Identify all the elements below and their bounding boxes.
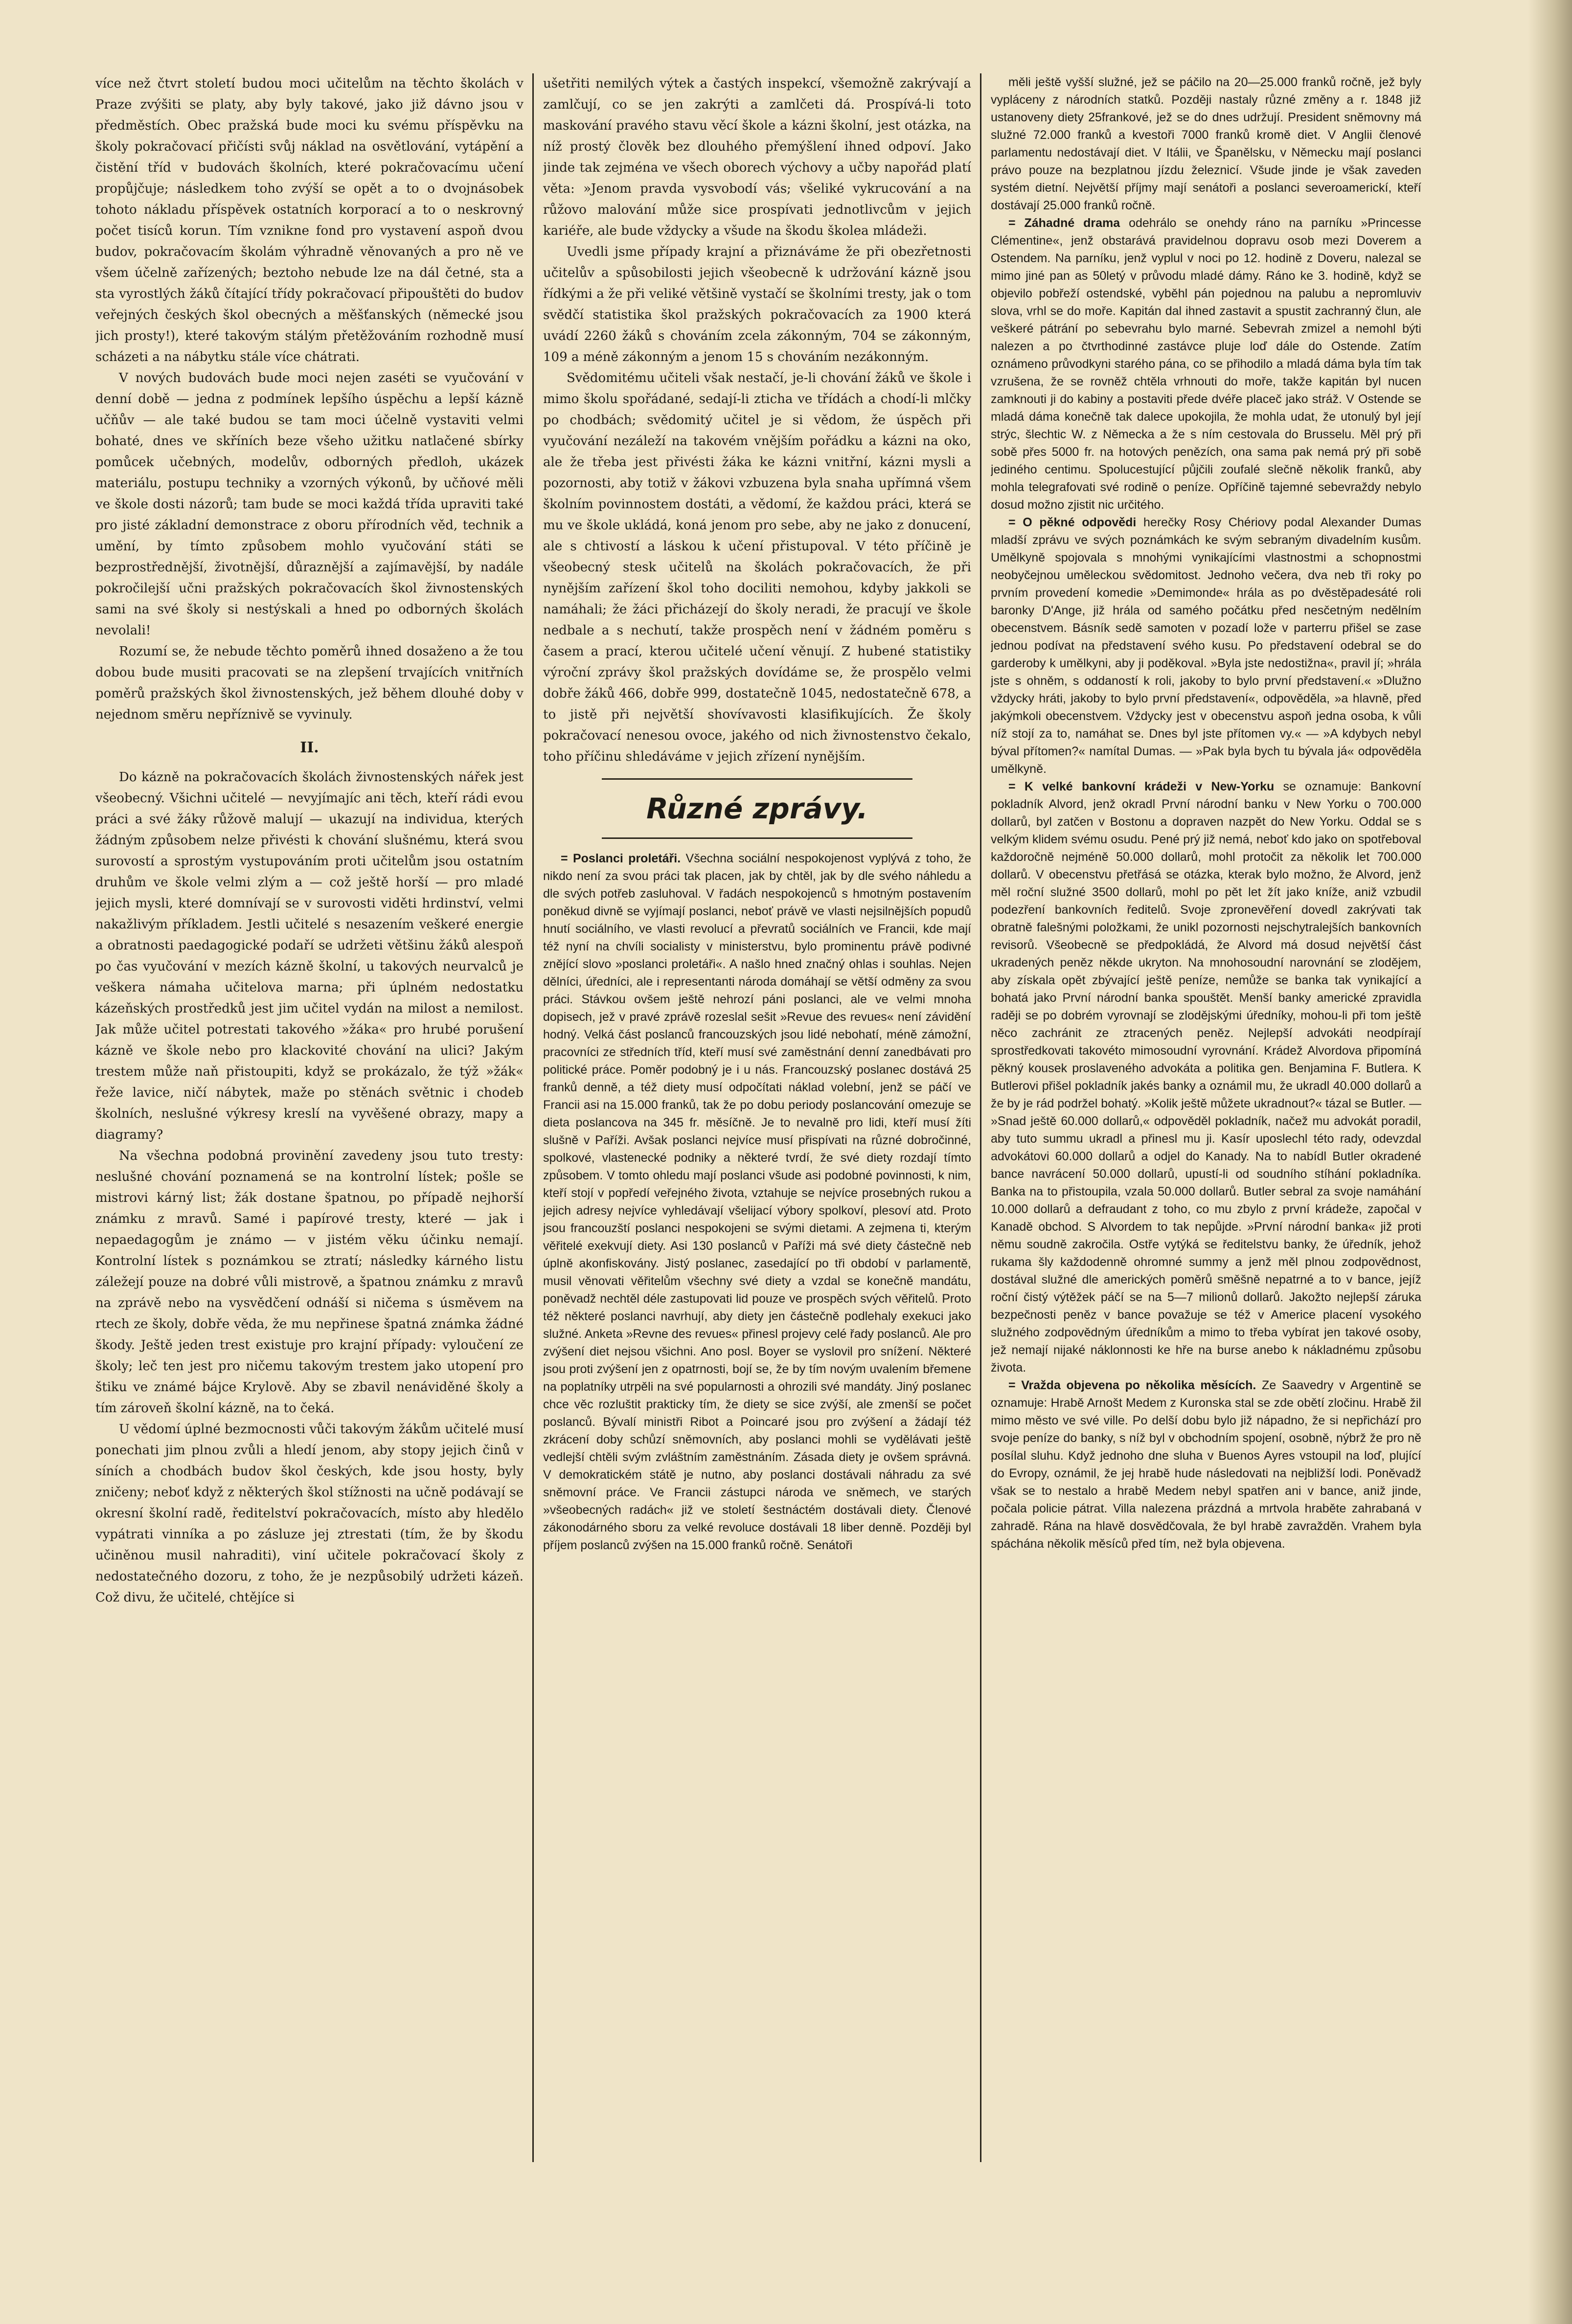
paragraph: více než čtvrt století budou moci učitelům na těchto školách v Praze zvýšiti se platy, aby byly takové, jako již dávno jsou v předměstích. Obec pražská bude moci ku svému příspěvku na školy pokračovací přičísti svůj náklad na osvětlování, vytápění a čistění tříd v budovách školních, které pokračovacímu učení propůjčuje; následkem toho zvýší se opět a to o dvojnásobek tohoto nákladu příspěvek ostatních korporací a to o neskrovný počet tisíců korun. Tím vznikne fond pro vystavení aspoň dvou budov, pokračovacím školám výhradně věnovaných a pro ně ve všem účelně zařízených; beztoho nebude lze na dál četné, sta a sta vyrostlých žáků čítající třídy pokračovací připouštěti do budov veřejných českých škol obecných a měšťanských (německé jsou jich prosty!), které takovým stálým přetěžováním rozhodně musí scházeti a na nábytku stále více chátrati. bbox=[95, 76, 524, 364]
news-item bbox=[991, 73, 1421, 214]
column-1 bbox=[95, 73, 524, 2177]
news-item bbox=[991, 514, 1421, 778]
news-text: odehrálo se onehdy ráno na parníku »Princesse Clémentine«, jenž obstarává pravidelnou dopravu osob mezi Doverem a Ostendem. Na parníku, jenž vyplul v noci po 12. hodině z Doveru, nalezal se mimo jiné pan as 50letý v průvodu mladé dámy. Ráno ke 3. hodině, když se objevilo pobřeží ostendské, vyběhl pán pojednou na palubu a nepromluviv slova, vrhl se do moře. Kapitán dal ihned zastavit a spustit zachranný člun, ale veškeré pátrání po sebevrahu bylo marné. Sebevrah zmizel a nemohl býti nalezen a po čtvrthodinné zastávce pluje loď dále do Ostende. Zatím oznámeno průvodkyni starého pána, co se přihodilo a mladá dáma byla tím tak vzrušena, že se rovněž chtěla vrhnouti do moře, takže kapitán byl nucen zamknouti ji do kabiny a postaviti přede dvéře placeč jako stráž. V Ostende se mladá dáma konečně tak dalece upokojila, že mohla udat, že utonulý byl její strýc, šlechtic W. z Německa a že s ním cestovala do Brusselu. Měl prý při sobě přes 5000 fr. na hotových penězích, ona sama pak nemá prý při sobě jediného centimu. Spolucestující půjčili zoufalé slečně několik franků, aby mohla telegrafovati své rodině o peníze. Opříčině tajemné sebevraždy nebylo dosud možno zjistit nic určitého. bbox=[991, 216, 1421, 512]
news-item bbox=[991, 1376, 1421, 1553]
column-2 bbox=[543, 73, 971, 2177]
paragraph: Rozumí se, že nebude těchto poměrů ihned dosaženo a že tou dobou bude musiti pracovati se na zlepšení trvajících vnitřních poměrů pražských škol živnostenských, jež během dlouhé doby v nejednom směru nepříznivě se vyvinuly. bbox=[95, 644, 524, 722]
column-3 bbox=[991, 73, 1421, 2177]
paragraph: Uvedli jsme případy krajní a přiznáváme že při obezřetnosti učitelův a spůsobilosti jejich všeobecně k udržování kázně jsou řídkými a že při veliké většině vystačí se školními tresty, jak o tom svědčí statistika škol pražských pokračovacích za 1900 která uvádí 2260 žáků s chováním zcela zákonným, 704 se zákonným, 109 a méně zákonným a jenom 15 s chováním nezákonným. bbox=[543, 245, 971, 364]
news-heading: Různé zprávy. bbox=[646, 792, 868, 825]
paragraph: U vědomí úplné bezmocnosti vůči takovým žákům učitelé musí ponechati jim plnou zvůli a hledí jenom, aby stopy jejich činů v síních a chodbách budov škol českých, kde jsou hosty, byly zničeny; neboť když z některých škol stížnosti na učně podávají se okresní školní radě, ředitelství pokračovacích, místo aby hledělo vypátrati vinníka a po zásluze jej ztrestati (tím, že by škodu učiněnou musil nahraditi), viní učitele pokračovací školy z nedostatečného dozoru, z toho, že je nezpůsobilý udržeti kázeň. Což divu, že učitelé, chtějíce si bbox=[95, 1422, 524, 1605]
column-rule bbox=[532, 73, 534, 2162]
paragraph: ušetřiti nemilých výtek a častých inspekcí, všemožně zakrývají a zamlčují, co se jen zakrýti a zamlčeti dá. Prospívá-li toto maskování pravého stavu věcí škole a kázni školní, jest otázka, na níž prostý člověk bez dlouhého přemýšlení ihned odpoví. Jako jinde tak zejména ve všech oborech výchovy a učby napořád platí věta: »Jenom pravda vysvobodí vás; všeliké vykrucování a na růžovo malování může sice prospívati jednotlivcům v jejich kariéře, ale bude vždycky a všude na škodu školea mládeži. bbox=[543, 76, 971, 238]
news-item bbox=[543, 850, 971, 1554]
section-divider bbox=[602, 778, 912, 780]
section-divider bbox=[602, 837, 912, 839]
news-text: herečky Rosy Chériovy podal Alexander Dumas mladší zprávu ve svých poznámkách ke svým sebraným divadelním kusům. Umělkyně spojovala s mnohými vynikajícími vlastnostmi a schopnostmi neobyčejnou uměleckou svědomitost. Jednoho večera, dva neb tři roky po prvním provedení komedie »Demimonde« hrála as po dvěstěpadesáté roli baronky D'Ange, již hrála od samého počátku před nesčetným nedělním obecenstvem. Básník sedě samoten v pozadí lože v parterru přišel se zase jednou podívat na představení svého kusu. Po představení odebral se do garderoby k umělkyni, aby ji poděkoval. »Byla jste nedostižna«, pravil jí; »hrála jste s ohněm, s oddaností k roli, jakoby to bylo první představení.« »Dlužno vždycky hráti, jakoby to bylo první představení«, odpověděla, »a hlavně, před jakýmkoli obecenstvem. Vždycky jest v obecenstvu aspoň jedna osoba, k vůli níž stojí za to, namáhat se. Dnes byl jste přítomen vy.« — »A kdybych nebyl býval přítomen?« namítal Dumas. — »Pak byla bych tu bývala já« odpověděla umělkyně. bbox=[991, 516, 1421, 776]
news-text: Všechna sociální nespokojenost vyplývá z toho, že nikdo není za svou práci tak placen, jak by chtěl, jak by dle svého náhledu a dle svých potřeb zasluhoval. V řadách nespokojenců s hmotným postavením poněkud divně se vyjímají poslanci, neboť právě ve vlasti nejsilnějších popudů hnutí sociálního, ve vlasti revolucí a převratů sociálních ve Francii, kde mají též nyní na chvíli socialisty v ministerstvu, bylo prominentu právě podivné znějící slovo »poslanci proletáři«. A našlo hned značný ohlas i souhlas. Nejen dělníci, úředníci, ale i representanti národa domáhají se větší odměny za svou práci. Stávkou ovšem ještě nehrozí páni poslanci, ale ve velmi mnoha dopisech, jež v pravé zprávě rozeslal sešit »Revue des revues« není závidění hodný. Velká část poslanců francouzských jsou lidé nebohatí, méně zámožní, pracovníci ze středních tříd, kteří musí své zaměstnání denní zanedbávati pro politické práce. Poměr podobný je i u nás. Francouzský poslanec dostává 25 franků denně, a též diety musí odpočítati náklad volební, jenž se páčí ve Francii asi na 15.000 franků, tak že po dobu periody poslancování omezuje se dieta poslancova na 345 fr. měsíčně. Je to nevalně pro lidi, kteří musí žíti slušně v Paříži. Avšak poslanci nejvíce musí přispívati na různé dobročinné, spolkové, vlastenecké podniky a některé tvrdí, že své diety rozdají tímto způsobem. V tomto ohledu mají poslanci všude asi podobné povinnosti, k nim, kteří stojí v popředí veřejného života, vztahuje se nejvíce prosebných rukou a jejich adresy nejvíce vyhledávají všelijací výbory spolkoví, plesoví atd. Proto jsou francouzští poslanci nespokojeni se svými dietami. A zejmena ti, kterým věřitelé exekvují diety. Asi 130 poslanců v Paříži má své diety částečně neb úplně akonfiskovány. Jistý poslanec, zasedající po tři období v parlamentě, musil věnovati věřitelům všechny své diety a vzdal se konečně mandátu, poněvadž nechtěl déle zastupovati lid pouze ve prospěch svých věřitelů. Proto též některé poslanci navrhují, aby diety jen částečně podlehaly exekuci jako služné. Anketa »Revne des revues« přinesl projevy celé řady poslanců. Ale pro zvýšení diet nejsou všichni. Ano posl. Boyer se vyslovil pro snížení. Některé jsou proti zvýšení jen z opatrnosti, bojí se, že by tím novým uvalením břemene na poplatníky utrpěli na své popularnosti a ohrozili své mandáty. Jiný poslanec chce věc rozluštit prakticky tím, že diety se sice zvýší, ale zmenší se počet poslanců. Bývalí ministři Ribot a Poincaré jsou pro zvýšení a žádají též zkrácení doby schůzí sněmovních, aby poslanci mohli se vydělávati ještě vedlejší chtěli svým zvláštním zaměstnáním. Zásada diety je ovšem správná. V demokratickém státě je nutno, aby poslanci dostávali náhradu za své sněmovní práce. Ve Francii zástupci národa ve sněmech, ve starých »všeobecných radách« již ve století šestnáctém dostávali diety. Členové zákonodárného sboru za velké revoluce dostávali 18 liber denně. Později byl příjem poslanců zvýšen na 15.000 franků ročně. Senátoři bbox=[543, 852, 971, 1552]
news-title: = Vražda objevena po několika měsících. bbox=[1008, 1378, 1256, 1392]
news-title: = Záhadné drama bbox=[1008, 216, 1120, 230]
paragraph: Na všechna podobná provinění zavedeny jsou tuto tresty: neslušné chování poznamená se na kontrolní lístek; pošle se mistrovi kárný list; žák dostane špatnou, po případě nejhorší známku z mravů. Samé i papírové tresty, které — jak i nepaedagogům je známo — v jistém věku účinku nemají. Kontrolní lístek s poznámkou se ztratí; následky kárného listu záležejí pouze na dobré vůli mistrově, a špatnou známku z mravů na zprávě nebo na vysvědčení odnáší si ničema s úsměvem na rtech ze školy, dobře věda, že mu nepřinese špatná známka žádné škody. Ještě jeden trest existuje pro krajní případy: vyloučení ze školy; leč ten jest pro ničemu takovým trestem jako utopení pro štiku ve známé bájce Krylově. Aby se zbavil nenáviděné školy a tím zároveň školní kázně, na to čeká. bbox=[95, 1149, 524, 1416]
paragraph: Svědomitému učiteli však nestačí, je-li chování žáků ve škole i mimo školu spořádané, sedají-li zticha ve třídách a chodí-li mlčky po chodbách; svědomitý učitel je si vědom, že úspěch při vyučování nezáleží na takovém vnějším pořádku a kázni na oko, ale že třeba jest přivésti žáka ke kázni vnitřní, kázni mysli a pozornosti, aby totiž v žákovi vzbuzena byla snaha upřímná všem školním povinnostem dostáti, a vědomí, že každou práci, která se mu ve škole ukládá, koná jenom pro sebe, aby ne jako z donucení, ale s chtivostí a láskou k učení přistupoval. V této příčině je všeobecný stesk učitelů na školách pokračovacích, že při nynějším zařízení škol toho dociliti nemohou, kdyby jakkoli se namáhali; že žáci přicházejí do školy neradi, že pracují ve škole nedbale a s nechutí, takže prospěch není v žádném poměru s časem a prací, kterou učitelé učení věnují. Z hubené statistiky výroční zprávy škol pražských dovídáme se, že prospělo velmi dobře žáků 466, dobře 999, dostatečně 1045, nedostatečně 678, a to jistě při největší shovívavosti klasifikujících. Že školy pokračovací nenesou ovoce, jakého od nich živnostenstvo čekalo, toho příčinu shledáváme v jejich zřízení nynějším. bbox=[543, 371, 971, 764]
news-title: = Poslanci proletáři. bbox=[561, 852, 681, 865]
news-title: = O pěkné odpovědi bbox=[1008, 516, 1137, 529]
news-text: Ze Saavedry v Argentině se oznamuje: Hrabě Arnošt Medem z Kuronska stal se zde obětí zločinu. Hrabě žil mimo město ve své ville. Po delší dobu bylo již nápadno, že si nepřichází pro svoje peníze do banky, s níž byl v obchodním spojení, osobně, nýbrž že pro ně posílal sluhu. Když jednoho dne sluha v Buenos Ayres vstoupil na loď, plující do Evropy, oznámil, že jej hrabě hude následovati na nejbližší lodi. Poněvadž však se to nestalo a hrabě Medem nebyl spatřen ani v bance, aniž jinde, počala policie pátrat. Villa nalezena prázdná a mrtvola hraběte zahrabaná v zahradě. Rána na hlavě dosvědčovala, že byl hrabě zavražděn. Vrahem byla spáchána několik měsíců před tím, než byla objevena. bbox=[991, 1378, 1421, 1551]
section-mark: II. bbox=[300, 739, 319, 756]
news-title: = K velké bankovní krádeži v New-Yorku bbox=[1008, 780, 1275, 793]
paragraph: V nových budovách bude moci nejen zaséti se vyučování v denní době — jedna z podmínek lepšího úspěchu a lepší kázně učňův — ale také budou se tam moci účelně vystaviti velmi bohaté, dnes ve skříních beze všeho užitku natlačené sbírky pomůcek učebných, modelův, odborných předloh, ukázek materiálu, postupu techniky a vzorných výkonů, by učňové měli ve škole dosti názorů; tam bude se moci každá třída upraviti také pro jisté základní demonstrace z oboru přírodních věd, technik a umění, by tímto způsobem mohlo vyučování státi se bezprostřednější, životnější, důraznější a zajímavější, by nadále pokročilejší učni pražských pokračovacích škol živnostenských sami na své školy si nestýskali a hned po odborných školách nevolali! bbox=[95, 371, 524, 638]
news-text: se oznamuje: Bankovní pokladník Alvord, jenž okradl První národní banku v New Yorku o 700.000 dollarů, byl zatčen v Bostonu a dopraven nazpět do New Yorku. Oddal se s velkým klidem svému osudu. Pené prý již nemá, neboť kdo jako on spotřeboval každoročně nejméně 50.000 dollarů, mohl protočit za několik let 700.000 dollarů. V obecenstvu přetřásá se otázka, kterak bylo možno, že Alvord, jenž měl roční služné 3500 dollarů, mohl po pět let žít jako kníže, aniž vzbudil podezření bankovních ředitelů. Svoje zpronevěření dovedl zakrývati tak obratně falešnými položkami, že unikl pozornosti nejschytralejších bankovních revisorů. Všeobecně se předpokládá, že Alvord má dosud největší část ukradených peněz někde ukryton. Na mnohosoudní narovnání se zlodějem, aby získala opět zbývající ještě peníze, nemůže se banka tak vynikající a bohatá jako První národní banka spouštět. Menší banky americké zpravidla raději se po dobrém vyrovnají se zlodějskými úředníky, mohou-li při tom ještě něco zachránit ze ztracených peněz. Nejlepší advokáti neodpírají sprostředkovati takovéto mimosoudní vyrovnání. Krádež Alvordova připomíná pěkný kousek proslaveného advokáta a politika gen. Benjamina F. Butlera. K Butlerovi přišel pokladník jakés banky a oznámil mu, že ukradl 40.000 dollarů a že by je rád podržel bohatý. »Kolik ještě můžete ukradnout?« tázal se Butler. — »Snad ještě 60.000 dollarů,« odpověděl pokladník, načež mu advokát poradil, aby tuto summu ukradl a přinesl mu ji. Kasír uposlechl této rady, odevzdal advokátovi 60.000 dollarů a odjel do Kanady. Na to nabídl Butler okradené bance navrácení 50.000 dollarů, upustí-li od soudního stíhání pokladníka. Banka na to přistoupila, vzala 50.000 dollarů. Butler sebral za svoje namáhání 10.000 dollarů a defraudant z toho, co mu zbylo z první krádeže, započal v Kanadě obchod. S Alvordem to tak nepůjde. »První národní banka« již proti němu soudně zakročila. Ostře vytýká se ředitelstvu banky, že úředník, jehož rukama šly každodenně ohromné summy a jenž měl plnou zodpovědnost, dostával služné dle amerických poměrů směšně nepatrné a to v bance, jejíž roční čistý výtěžek páčí se na 5—7 milionů dollarů. Jakožto nejlepší záruka bezpečnosti peněz v bance považuje se též v Americe placení vysokého služného zodpovědným úředníkům a mimo to třeba vybírat jen takové osoby, jež nemají nijaké náklonnosti ke hře na burse anebo k nákladnému způsobu života. bbox=[991, 780, 1421, 1375]
news-text: měli ještě vyšší služné, jež se páčilo na 20—25.000 franků ročně, jež byly vypláceny z národních statků. Později nastaly různé změny a r. 1848 již ustanoveny diety 25frankové, jež se do dnes udržují. President sněmovny má služné 72.000 franků a kvestoři 7000 franků kromě diet. V Anglii členové parlamentu nedostávají diet. V Itálii, ve Španělsku, v Německu mají poslanci právo pouze na bezplatnou jízdu železnicí. Všude jinde je však zaveden systém dietní. Největší příjmy mají senátoři a poslanci severoamerickí, kteří dostávají 25.000 franků ročně. bbox=[991, 75, 1421, 212]
news-item bbox=[991, 778, 1421, 1376]
paragraph: Do kázně na pokračovacích školách živnostenských nářek jest všeobecný. Všichni učitelé — nevyjímajíc ani těch, kteří rádi evou práci a své žáky růžově malují — ukazují na individua, kterých žádným způsobem nelze přivésti k chování slušnému, která svou surovostí a sprostým vystupováním proti učitelům jsou ostatním druhům ve škole velmi zlým a — což ještě horší — pro mladé jejich mysli, které domnívají se v surovosti viděti hrdinství, velmi nakažlivým příkladem. Jestli učitelé s nesazením veškeré energie a obratnosti paedagogické podaří se udržeti většinu žáků alespoň po čas vyučování v mezích kázně školní, u takových neurvalců je veškera námaha učitelova marna; při úplném nedostatku kázeňských prostředků jest jim učitel vydán na milost a nemilost. Jak může učitel potrestati takového »žáka« pro hrubé porušení kázně ve škole nebo pro klackovité chování na ulici? Jakým trestem může naň přistoupiti, když se prokázalo, že týž »žák« řeže lavice, ničí nábytek, maže po stěnách světnic i chodeb školních, neslušné výkresy kreslí na vyvěšené obrazy, mapy a diagramy? bbox=[95, 770, 524, 1142]
page-binding-edge bbox=[1528, 0, 1572, 2324]
news-item bbox=[991, 214, 1421, 514]
column-rule bbox=[980, 73, 981, 2162]
